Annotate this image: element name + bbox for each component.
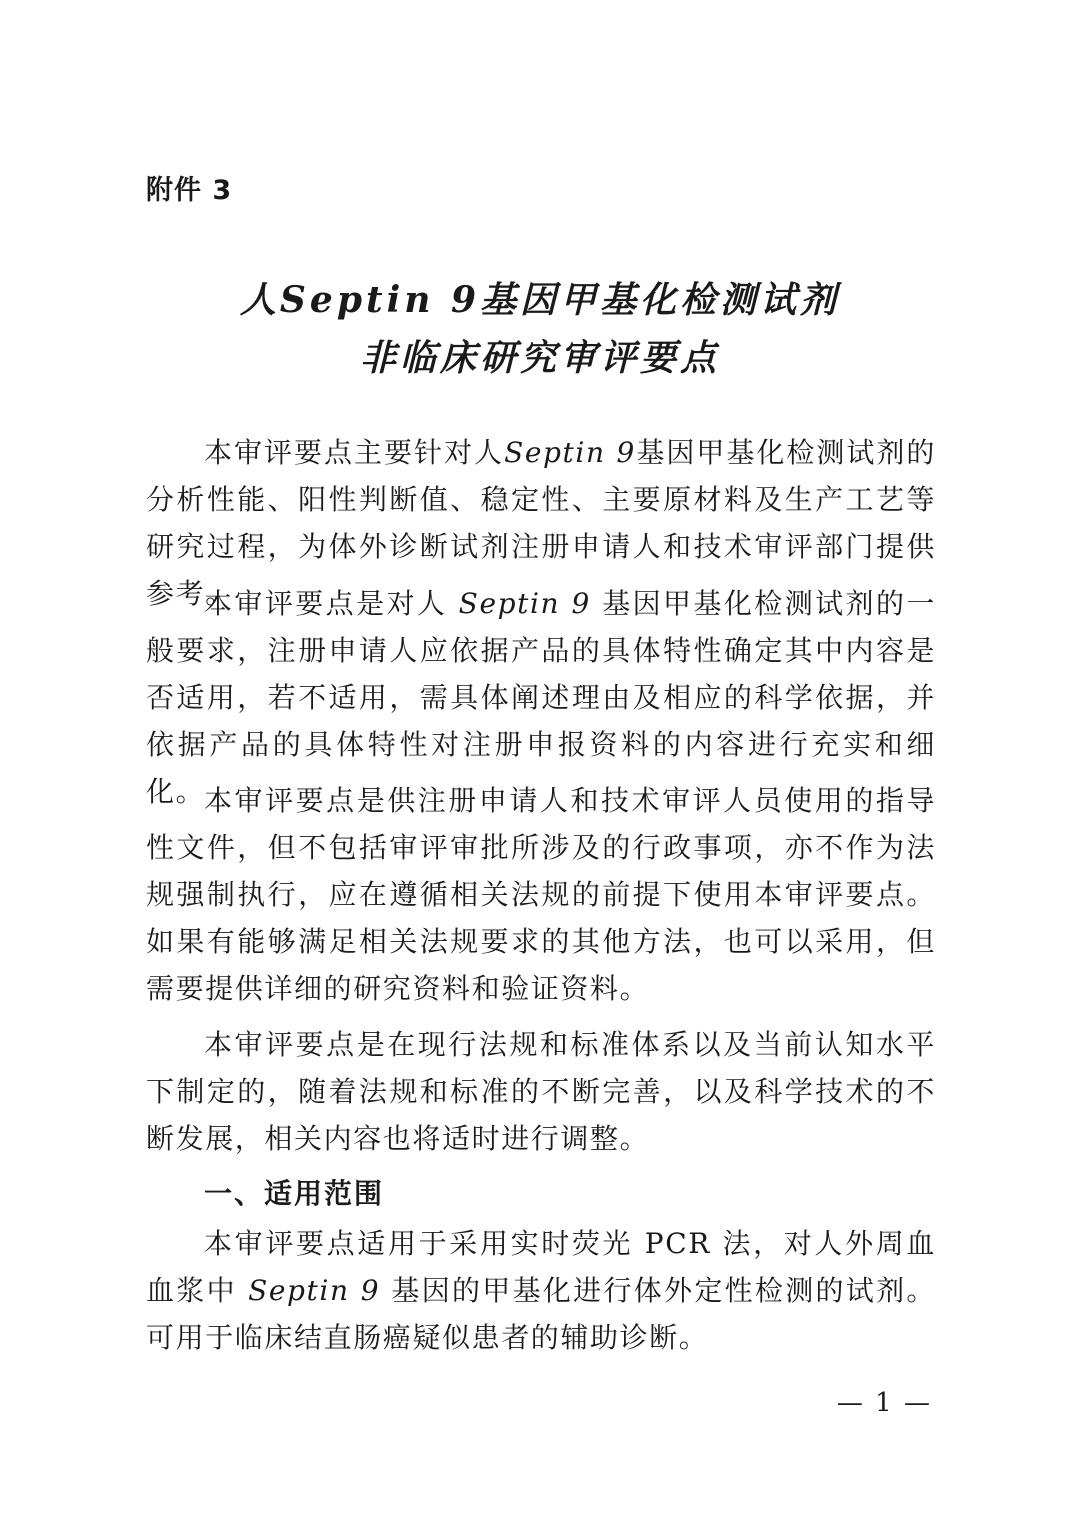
- paragraph-text: 本审评要点适用于采用实时荧光 PCR 法，对人外周血血浆中: [146, 1227, 936, 1307]
- paragraph-applicable-scope: [146, 1220, 936, 1361]
- section-heading-scope: 一、适用范围: [204, 1177, 385, 1210]
- gene-term: Septin 9: [458, 587, 591, 620]
- paragraph-guidance-nature: 本审评要点是供注册申请人和技术审评人员使用的指导性文件，但不包括审评审批所涉及的行政事项，亦不作为法规强制执行，应在遵循相关法规的前提下使用本审评要点。如果有能够满足相关法规要求的其他方法，也可以采用，但需要提供详细的研究资料和验证资料。: [146, 784, 936, 1005]
- gene-term: Septin 9: [504, 436, 636, 469]
- paragraph-text: 基因甲基化检测试剂的分析性能、阳性判断值、稳定性、主要原材料及生产工艺等研究过程，为体外诊断试剂注册申请人和技术审评部门提供参考。: [146, 436, 936, 610]
- attachment-label: 附件 3: [146, 175, 233, 206]
- paragraph-text: 本审评要点主要针对人: [204, 436, 505, 469]
- paragraph-regulatory-context: 本审评要点是在现行法规和标准体系以及当前认知水平下制定的，随着法规和标准的不断完善，以及科学技术的不断发展，相关内容也将适时进行调整。: [146, 1028, 936, 1155]
- document-title-line-1: 人Septin 9基因甲基化检测试剂: [239, 279, 841, 321]
- paragraph-text: 本审评要点是对人: [204, 587, 459, 620]
- paragraph-text: 基因甲基化检测试剂的一般要求，注册申请人应依据产品的具体特性确定其中内容是否适用，若不适用，需具体阐述理由及相应的科学依据，并依据产品的具体特性对注册申报资料的内容进行充实和细化。: [146, 587, 936, 808]
- page-number: — 1 —: [836, 1388, 932, 1418]
- paragraph-text: 基因的甲基化进行体外定性检测的试剂。可用于临床结直肠癌疑似患者的辅助诊断。: [146, 1274, 936, 1354]
- gene-term: Septin 9: [248, 1274, 381, 1307]
- document-title-line-2: 非临床研究审评要点: [359, 337, 720, 379]
